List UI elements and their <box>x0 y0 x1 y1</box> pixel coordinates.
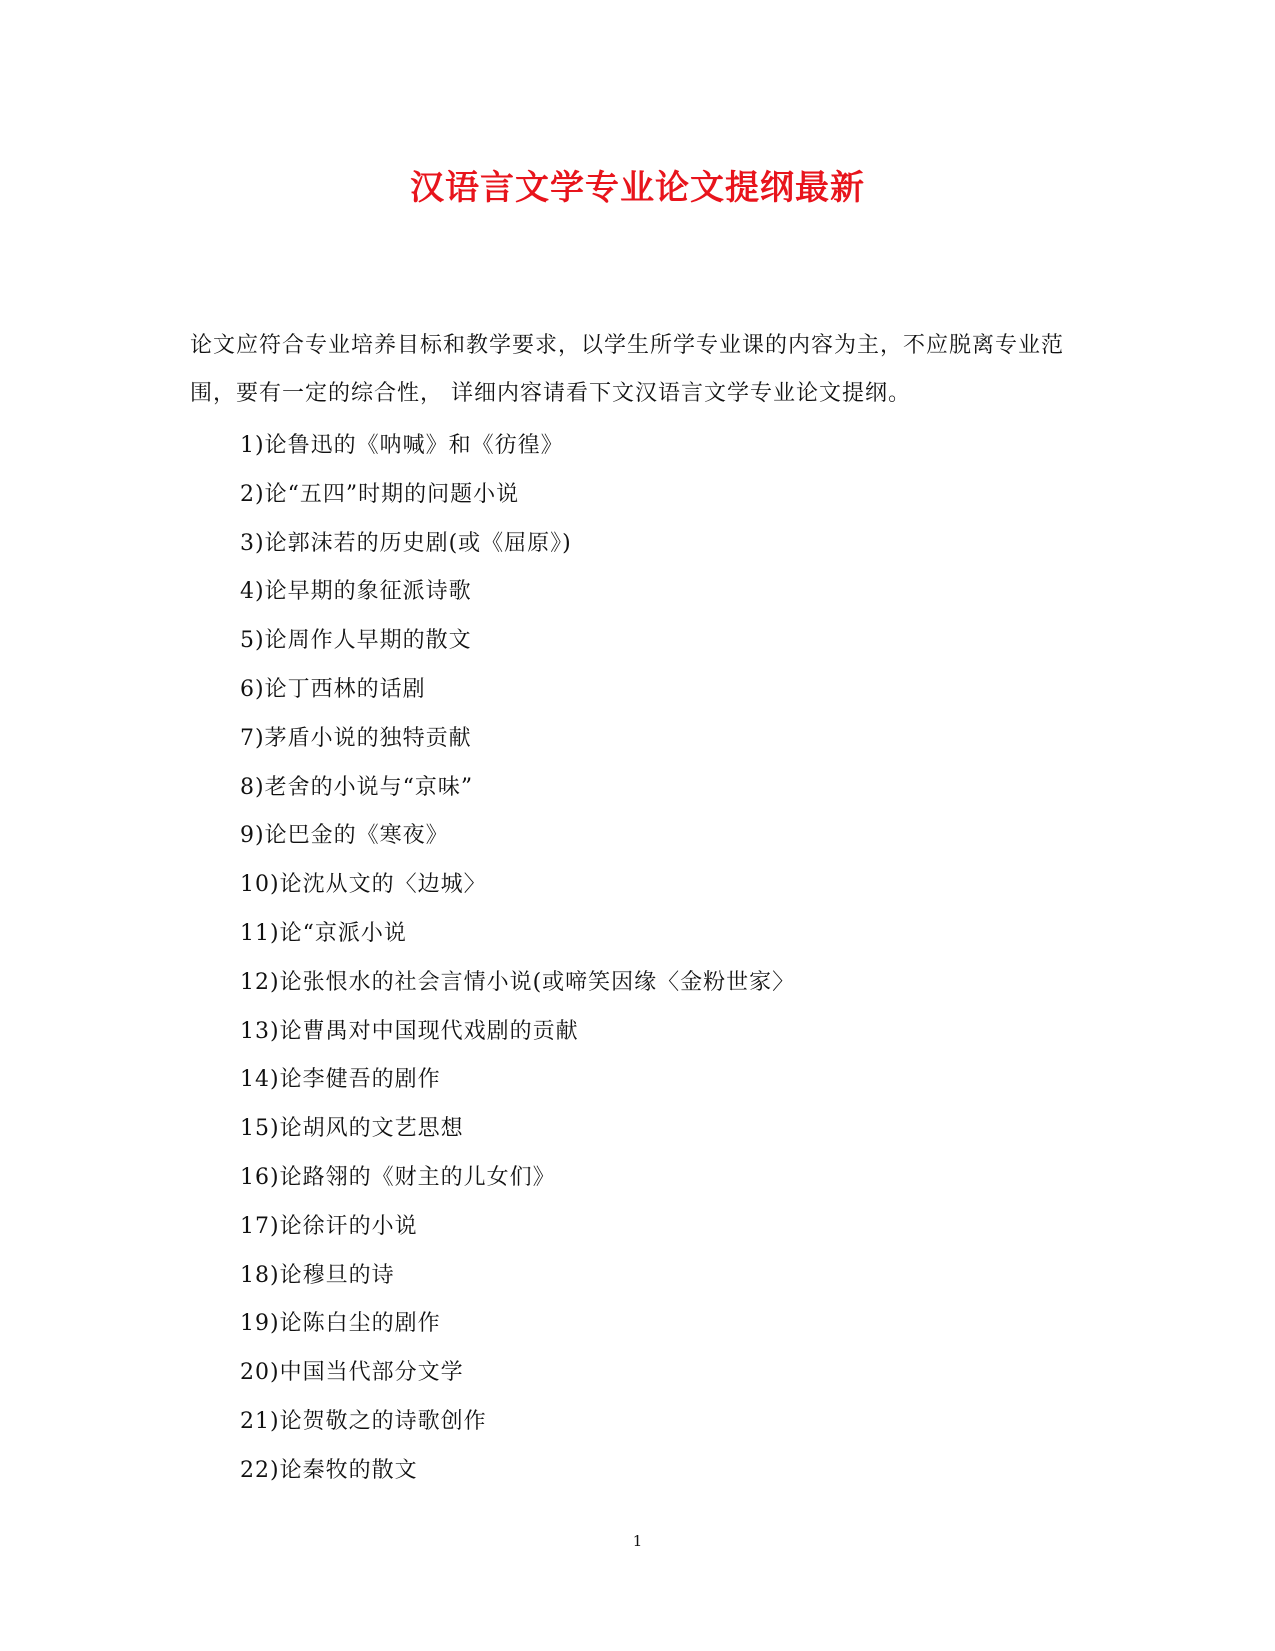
outline-item: 3)论郭沫若的历史剧(或《屈原》) <box>240 530 572 556</box>
outline-item: 6)论丁西林的话剧 <box>240 676 426 702</box>
outline-item: 9)论巴金的《寒夜》 <box>240 823 449 849</box>
outline-item: 11)论“京派小说 <box>240 920 407 946</box>
outline-item: 8)老舍的小说与“京味” <box>240 774 474 800</box>
outline-item: 22)论秦牧的散文 <box>240 1457 418 1483</box>
outline-item: 1)论鲁迅的《呐喊》和《彷徨》 <box>240 433 564 458</box>
outline-item: 15)论胡风的文艺思想 <box>240 1116 464 1142</box>
outline-item: 14)论李健吾的剧作 <box>240 1067 441 1093</box>
outline-list <box>240 422 795 1496</box>
outline-item: 7)茅盾小说的独特贡献 <box>240 725 472 751</box>
outline-item: 13)论曹禺对中国现代戏剧的贡献 <box>240 1018 579 1044</box>
document-title: 汉语言文学专业论文提纲最新 <box>410 168 865 208</box>
outline-item: 10)论沈从文的〈边城〉 <box>240 872 487 898</box>
outline-item: 20)中国当代部分文学 <box>240 1360 464 1386</box>
outline-item: 18)论穆旦的诗 <box>240 1262 395 1288</box>
outline-item: 4)论早期的象征派诗歌 <box>240 579 472 605</box>
outline-item: 2)论“五四”时期的问题小说 <box>240 481 520 507</box>
outline-item: 16)论路翎的《财主的儿女们》 <box>240 1164 556 1190</box>
outline-item: 5)论周作人早期的散文 <box>240 628 472 654</box>
outline-item: 21)论贺敬之的诗歌创作 <box>240 1408 487 1434</box>
outline-item: 12)论张恨水的社会言情小说(或啼笑因缘〈金粉世家〉 <box>240 969 796 995</box>
page-number: 1 <box>632 1532 643 1550</box>
outline-item: 17)论徐讦的小说 <box>240 1213 418 1239</box>
intro-paragraph: 论文应符合专业培养目标和教学要求，以学生所学专业课的内容为主，不应脱离专业范围，要有一定的综合性， 详细内容请看下文汉语言文学专业论文提纲。 <box>190 333 1065 406</box>
outline-item: 19)论陈白尘的剧作 <box>240 1311 441 1337</box>
